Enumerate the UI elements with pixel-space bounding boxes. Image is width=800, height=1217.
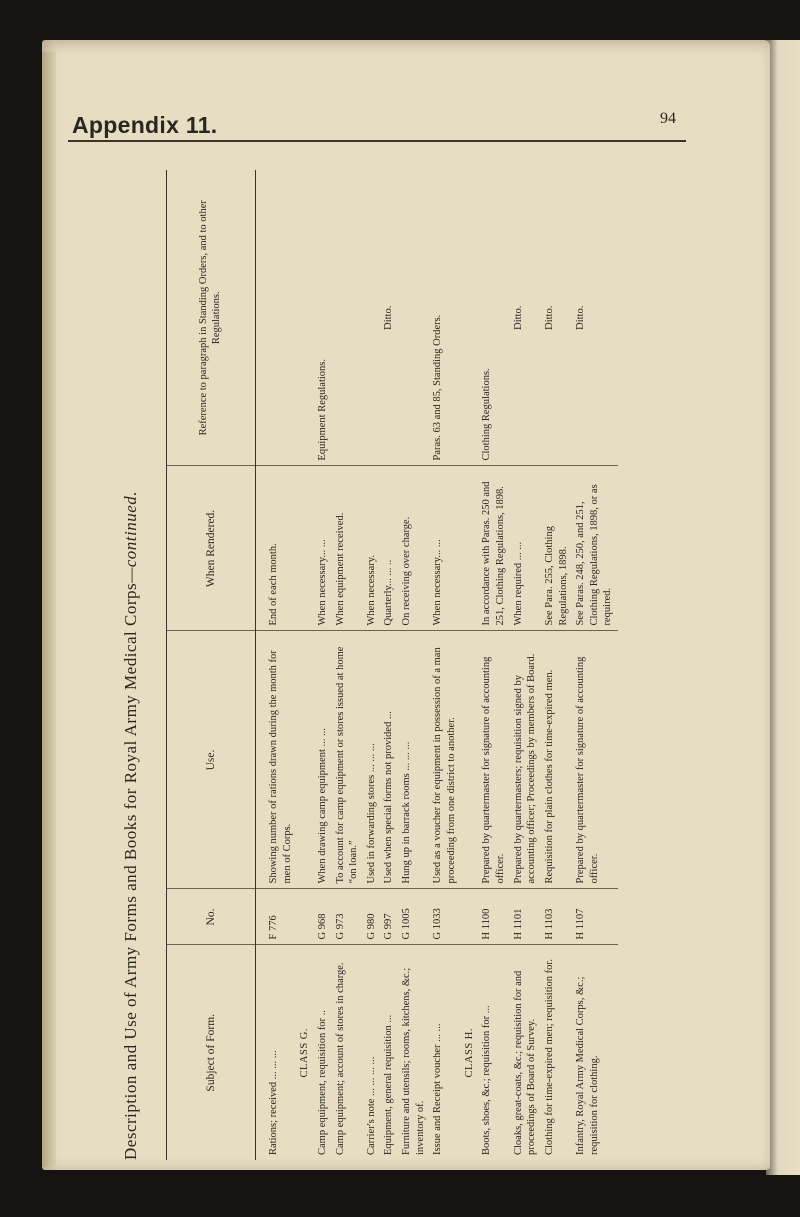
cell-reference xyxy=(333,170,364,466)
table-row xyxy=(430,170,461,1160)
cell-subject: Camp equipment, requisition for .. xyxy=(316,1010,328,1155)
cell-form-no: G 997 xyxy=(381,889,399,945)
cell-subject: Infantry, Royal Army Medical Corps, &c.; requisition for clothing. xyxy=(575,976,600,1155)
cell-use: Used when special forms not provided ... xyxy=(381,631,399,889)
table-row xyxy=(333,170,364,1160)
cell-subject: Issue and Receipt voucher ... ... xyxy=(432,1023,444,1155)
class-heading-row xyxy=(462,170,480,1160)
cell-reference xyxy=(364,170,382,466)
cell-form-no: F 776 xyxy=(266,889,297,945)
cell-when: Quarterly... ... .. xyxy=(381,466,399,631)
cell-reference xyxy=(399,170,430,466)
cell-use: Used in forwarding stores ... ... ... xyxy=(364,631,382,889)
cell-when: When necessary. xyxy=(364,466,382,631)
cell-subject: Carrier's note ... ... ... ... xyxy=(365,1056,377,1155)
table-row xyxy=(511,170,542,1160)
col-header-no: No. xyxy=(167,889,256,945)
cell-subject: Rations; received ... ... ... xyxy=(268,1050,279,1155)
cell-reference: Paras. 63 and 85, Standing Orders. xyxy=(430,170,461,466)
cell-use: Prepared by quartermaster for signature of accounting officer. xyxy=(479,631,510,889)
cell-subject: Equipment, general requisition ... xyxy=(383,1014,395,1155)
cell-reference: Clothing Regulations. xyxy=(479,170,510,466)
class-heading-row xyxy=(297,170,315,1160)
cell-when: When necessary... ... xyxy=(430,466,461,631)
cell-form-no: H 1103 xyxy=(542,889,573,945)
cell-reference: Equipment Regulations. xyxy=(315,170,333,466)
cell-when: In accordance with Paras. 250 and 251, Clothing Regulations, 1898. xyxy=(479,466,510,631)
cell-when: When necessary... ... xyxy=(315,466,333,631)
cell-when: See Para. 255, Clothing Regulations, 1898. xyxy=(542,466,573,631)
cell-use: Hung up in barrack rooms ... ... ... xyxy=(399,631,430,889)
adjacent-page-edge xyxy=(766,40,800,1175)
forms-table xyxy=(166,170,618,1160)
cell-when: See Paras. 248, 250, and 251, Clothing Regulations, 1898, or as required. xyxy=(573,466,618,631)
cell-subject: Clothing for time-expired men; requisition for. xyxy=(543,959,555,1155)
cell-use: Prepared by quartermaster for signature of accounting officer. xyxy=(573,631,618,889)
cell-use: Showing number of rations drawn during the month for men of Corps. xyxy=(266,631,297,889)
rotated-table-block xyxy=(120,170,680,1160)
cell-form-no: G 1033 xyxy=(430,889,461,945)
cell-form-no: H 1100 xyxy=(479,889,510,945)
cell-use: When drawing camp equipment ... ... xyxy=(315,631,333,889)
table-row xyxy=(573,170,618,1160)
cell-form-no: H 1101 xyxy=(511,889,542,945)
cell-subject: Cloaks, great-coats, &c.; requisition for and proceedings of Board of Survey. xyxy=(512,970,538,1155)
cell-form-no: G 1005 xyxy=(399,889,430,945)
cell-form-no: G 980 xyxy=(364,889,382,945)
cell-reference: Ditto. xyxy=(542,170,573,466)
cell-when: End of each month. xyxy=(266,466,297,631)
class-heading: CLASS G. xyxy=(299,1028,311,1078)
table-title-continued: —continued. xyxy=(121,490,140,583)
table-row xyxy=(266,170,297,1160)
table-title-main: Description and Use of Army Forms and Books for Royal Army Medical Corps xyxy=(121,582,140,1160)
cell-form-no: G 968 xyxy=(315,889,333,945)
col-header-use: Use. xyxy=(167,631,256,889)
cell-reference: Ditto. xyxy=(573,170,618,466)
class-heading: CLASS H. xyxy=(463,1028,475,1078)
cell-subject: Furniture and utensils; rooms, kitchens, &c.; inventory of. xyxy=(401,967,426,1155)
page-gutter-shadow xyxy=(42,52,56,1167)
table-row xyxy=(315,170,333,1160)
cell-form-no: H 1107 xyxy=(573,889,618,945)
cell-use: Used as a voucher for equipment in possession of a man proceeding from one district to another. xyxy=(430,631,461,889)
col-header-reference: Reference to paragraph in Standing Orders, and to other Regulations. xyxy=(167,170,256,466)
table-row xyxy=(364,170,382,1160)
appendix-heading: Appendix 11. xyxy=(72,112,218,138)
table-row xyxy=(542,170,573,1160)
cell-use: Requisition for plain clothes for time-expired men. xyxy=(542,631,573,889)
table-row xyxy=(381,170,399,1160)
cell-use: Prepared by quartermasters; requisition signed by accounting officer; Proceedings by members of Board. xyxy=(511,631,542,889)
cell-subject: Camp equipment; account of stores in charge. xyxy=(334,962,346,1155)
cell-when: When equipment received. xyxy=(333,466,364,631)
table-row xyxy=(479,170,510,1160)
cell-when: On receiving over charge. xyxy=(399,466,430,631)
cell-reference: Ditto. xyxy=(511,170,542,466)
col-header-subject: Subject of Form. xyxy=(167,945,256,1160)
cell-when: When required ... ... xyxy=(511,466,542,631)
cell-subject: Boots, shoes, &c.; requisition for ... xyxy=(481,1005,493,1155)
cell-use: To account for camp equipment or stores issued at home “on loan.” xyxy=(333,631,364,889)
cell-reference xyxy=(266,170,297,466)
cell-form-no: G 973 xyxy=(333,889,364,945)
cell-reference: Ditto. xyxy=(381,170,399,466)
table-header-row xyxy=(167,170,256,1160)
header-rule xyxy=(68,140,686,142)
page-number: 94 xyxy=(660,110,676,127)
table-title xyxy=(120,180,164,1160)
col-header-when: When Rendered. xyxy=(167,466,256,631)
table-row xyxy=(399,170,430,1160)
